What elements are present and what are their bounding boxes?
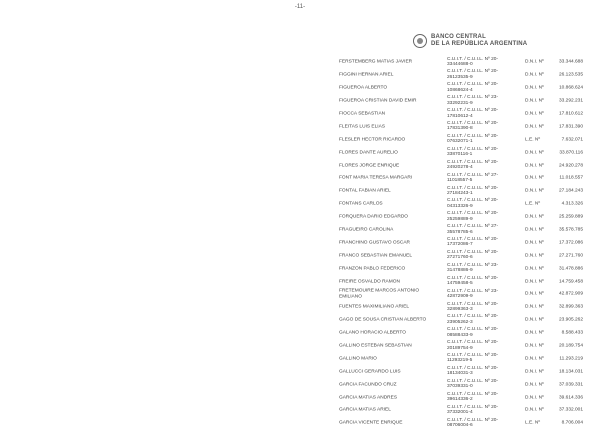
cuit-cuil: C.U.I.T. / C.U.I.L. Nº 20-17831390-8 <box>447 121 499 132</box>
document-type: D.N.I. Nº <box>525 382 544 387</box>
document-type: D.N.I. Nº <box>525 291 544 297</box>
table-row <box>339 82 583 95</box>
table-row <box>339 340 583 353</box>
bcra-seal-icon <box>413 34 427 48</box>
page-number: -11- <box>294 4 306 10</box>
cuit-cuil: C.U.I.T. / C.U.I.L. Nº 20-14759458-5 <box>447 275 499 287</box>
person-name: GAGO DE SOUSA CRISTIAN ALBERTO <box>339 317 427 323</box>
table-row <box>339 108 583 121</box>
document-number: 14.759.458 <box>558 278 583 284</box>
person-name: FONTANS CARLOS <box>339 201 383 207</box>
table-row <box>339 198 583 211</box>
cuit-cuil: C.U.I.T. / C.U.I.L. Nº 20-32899363-3 <box>447 301 499 312</box>
cuit-cuil: C.U.I.T. / C.U.I.L. Nº 23-31478886-9 <box>447 262 499 274</box>
document-type: D.N.I. Nº <box>525 278 544 284</box>
table-row <box>339 224 583 237</box>
table-row <box>339 391 583 404</box>
document-type: D.N.I. Nº <box>525 188 544 194</box>
person-name: FLESLER HECTOR RICARDO <box>339 137 406 143</box>
table-row <box>339 236 583 249</box>
person-name: FRANZON PABLO FEDERICO <box>339 265 406 271</box>
document-type: D.N.I. Nº <box>525 304 544 310</box>
document-number: 11.293.219 <box>559 356 583 362</box>
table-row <box>339 69 583 82</box>
document-type: D.N.I. Nº <box>525 407 544 413</box>
table-row <box>339 314 583 327</box>
document-number: 23.905.262 <box>558 317 583 323</box>
cuit-cuil: C.U.I.T. / C.U.I.L. Nº 20-20189754-9 <box>447 340 499 351</box>
document-number: 17.831.390 <box>558 124 583 130</box>
table-row <box>339 95 583 108</box>
document-number: 32.899.363 <box>558 304 583 310</box>
person-name: FIGGINI HERNAN ARIEL <box>339 72 394 78</box>
persons-table <box>339 56 583 430</box>
person-name: FRAGUEIRO CAROLINA <box>339 227 394 233</box>
cuit-cuil: C.U.I.T. / C.U.I.L. Nº 20-27271760-6 <box>447 249 499 261</box>
document-type: D.N.I. Nº <box>525 394 544 400</box>
document-number: 24.920.278 <box>558 162 583 168</box>
table-row <box>339 172 583 185</box>
document-number: 25.259.889 <box>558 214 583 220</box>
cuit-cuil: C.U.I.T. / C.U.I.L. Nº 27-35578785-6 <box>447 224 499 235</box>
document-type: D.N.I. Nº <box>525 317 544 323</box>
table-row <box>339 301 583 314</box>
document-number: 11.018.557 <box>559 175 583 181</box>
table-row <box>339 327 583 340</box>
table-row <box>339 120 583 133</box>
table-row <box>339 378 583 391</box>
cuit-cuil: C.U.I.T. / C.U.I.L. Nº 23-33292231-9 <box>447 95 499 106</box>
person-name: GALLUCCI GERARDO LUIS <box>339 369 401 375</box>
document-type: D.N.I. Nº <box>525 175 544 181</box>
person-name: FRANCO SEBASTIAN EMANUEL <box>339 253 413 259</box>
document-number: 8.706.004 <box>561 420 583 426</box>
person-name: GALLINO MARIO <box>339 356 377 362</box>
person-name: FONT MARIA TERESA MARGARI <box>339 175 413 181</box>
document-number: 10.868.624 <box>558 85 583 91</box>
person-name: FIGUEROA ALBERTO <box>339 85 388 91</box>
table-row <box>339 417 583 430</box>
document-type: D.N.I. Nº <box>525 343 544 349</box>
cuit-cuil: C.U.I.T. / C.U.I.L. Nº 20-07632071-1 <box>447 133 499 145</box>
document-type: D.N.I. Nº <box>525 356 544 362</box>
document-number: 33.292.231 <box>558 98 583 104</box>
document-type: L.E. Nº <box>525 137 541 143</box>
document-type: D.N.I. Nº <box>525 265 544 271</box>
document-number: 17.372.086 <box>558 240 583 246</box>
document-type: D.N.I. Nº <box>525 253 544 259</box>
cuit-cuil: C.U.I.T. / C.U.I.L. Nº 20-26123535-9 <box>447 69 499 80</box>
person-name: FLEITAS LUIS ELIAS <box>339 124 386 130</box>
logo-text <box>431 34 527 48</box>
document-number: 31.478.886 <box>558 265 583 271</box>
table-row <box>339 146 583 159</box>
document-number: 4.313.326 <box>561 201 583 207</box>
cuit-cuil: C.U.I.T. / C.U.I.L. Nº 20-08706004-6 <box>447 417 499 428</box>
table-row <box>339 365 583 378</box>
document-type: D.N.I. Nº <box>525 85 544 91</box>
cuit-cuil: C.U.I.T. / C.U.I.L. Nº 20-10868624-4 <box>447 82 499 93</box>
person-name: GALLINO ESTEBAN SEBASTIAN <box>339 343 412 349</box>
table-row <box>339 275 583 288</box>
cuit-cuil: C.U.I.T. / C.U.I.L. Nº 20-33870116-1 <box>447 146 499 158</box>
cuit-cuil: C.U.I.T. / C.U.I.L. Nº 20-23905262-3 <box>447 314 499 325</box>
cuit-cuil: C.U.I.T. / C.U.I.L. Nº 20-27184243-1 <box>447 185 499 196</box>
document-number: 27.271.760 <box>558 253 583 259</box>
cuit-cuil: C.U.I.T. / C.U.I.L. Nº 20-24920278-4 <box>447 159 499 171</box>
person-name: FIGUEROA CRISTIAN DAVID EMIR <box>339 98 417 104</box>
document-type: D.N.I. Nº <box>525 59 544 65</box>
document-number: 8.588.433 <box>561 330 583 336</box>
document-number: 35.578.785 <box>558 227 583 233</box>
logo-line-1: BANCO CENTRAL <box>431 34 486 40</box>
cuit-cuil: C.U.I.T. / C.U.I.L. Nº 20-17810612-4 <box>447 108 499 119</box>
person-name: GARCIA MATIAS ANDRES <box>339 394 398 400</box>
cuit-cuil: C.U.I.T. / C.U.I.L. Nº 20-37039331-0 <box>447 378 499 390</box>
cuit-cuil: C.U.I.T. / C.U.I.L. Nº 20-18134031-3 <box>447 365 499 377</box>
document-number: 39.614.336 <box>558 394 583 400</box>
person-name: FREIRE OSVALDO RAMON <box>339 278 400 284</box>
cuit-cuil: C.U.I.T. / C.U.I.L. Nº 20-37332001-4 <box>447 404 499 416</box>
person-name: FERSTEMBERG MATIAS JAVIER <box>339 59 413 65</box>
person-name: GARCIA MATIAS ARIEL <box>339 407 391 413</box>
document-type: D.N.I. Nº <box>525 214 544 220</box>
person-name: GARCIA VICENTE ENRIQUE <box>339 420 403 426</box>
table-row <box>339 159 583 172</box>
cuit-cuil: C.U.I.T. / C.U.I.L. Nº 23-42872909-9 <box>447 288 499 300</box>
cuit-cuil: C.U.I.T. / C.U.I.L. Nº 20-25259889-9 <box>447 211 499 222</box>
document-type: D.N.I. Nº <box>525 369 544 375</box>
cuit-cuil: C.U.I.T. / C.U.I.L. Nº 27-11018557-5 <box>447 172 499 184</box>
person-name: FIOCCA SEBASTIAN <box>339 111 386 117</box>
table-row <box>339 249 583 262</box>
document-type: D.N.I. Nº <box>525 162 544 168</box>
document-type: D.N.I. Nº <box>525 149 544 155</box>
document-number: 37.039.331 <box>558 382 583 387</box>
table-row <box>339 262 583 275</box>
person-name: FRETEMOUIRE MARCOS ANTONIO EMILIANO <box>339 289 420 300</box>
cuit-cuil: C.U.I.T. / C.U.I.L. Nº 20-17372086-7 <box>447 237 499 248</box>
person-name: GALANO HORACIO ALBERTO <box>339 330 406 336</box>
person-name: FLORES JORGE ENRIQUE <box>339 162 400 168</box>
document-type: D.N.I. Nº <box>525 330 544 336</box>
document-number: 7.632.071 <box>561 137 583 143</box>
document-type: L.E. Nº <box>525 201 541 207</box>
document-type: L.E. Nº <box>525 420 541 426</box>
document-type: D.N.I. Nº <box>525 124 544 130</box>
document-number: 33.344.688 <box>558 59 583 65</box>
document-number: 26.123.535 <box>558 72 583 78</box>
logo-line-2: DE LA REPÚBLICA ARGENTINA <box>431 41 528 47</box>
table-row <box>339 211 583 224</box>
person-name: FLORES DANTE AURELIO <box>339 149 398 155</box>
table-row <box>339 185 583 198</box>
person-name: FONTAL FABIAN ARIEL <box>339 188 391 194</box>
document-number: 42.872.909 <box>558 291 583 297</box>
document-type: D.N.I. Nº <box>525 98 544 104</box>
document-number: 20.189.754 <box>558 343 583 349</box>
table-row <box>339 352 583 365</box>
person-name: FRANCHINO GUSTAVO OSCAR <box>339 240 410 246</box>
cuit-cuil: C.U.I.T. / C.U.I.L. Nº 20-39614336-2 <box>447 391 499 403</box>
cuit-cuil: C.U.I.T. / C.U.I.L. Nº 20-04313326-9 <box>447 198 499 209</box>
table-row <box>339 133 583 146</box>
document-number: 27.184.243 <box>558 188 583 194</box>
table-row <box>339 56 583 69</box>
cuit-cuil: C.U.I.T. / C.U.I.L. Nº 20-11293219-5 <box>447 353 499 364</box>
document-number: 33.870.116 <box>559 149 583 155</box>
table-row <box>339 288 583 301</box>
cuit-cuil: C.U.I.T. / C.U.I.L. Nº 20-08588433-9 <box>447 327 499 338</box>
document-type: D.N.I. Nº <box>525 240 544 246</box>
document-type: D.N.I. Nº <box>525 227 544 233</box>
document-number: 18.134.031 <box>558 369 583 375</box>
person-name: FORQUERA DARIO EDGARDO <box>339 214 409 220</box>
bcra-logo <box>413 31 527 51</box>
person-name: FUENTES MAXIMILIANO ARIEL <box>339 304 410 310</box>
person-name: GARCIA FACUNDO CRUZ <box>339 382 397 387</box>
document-number: 37.332.001 <box>558 407 583 413</box>
document-number: 17.810.612 <box>558 111 583 117</box>
cuit-cuil: C.U.I.T. / C.U.I.L. Nº 20-33444688-0 <box>447 56 499 67</box>
document-type: D.N.I. Nº <box>525 72 544 78</box>
table-row <box>339 404 583 417</box>
document-type: D.N.I. Nº <box>525 111 544 117</box>
